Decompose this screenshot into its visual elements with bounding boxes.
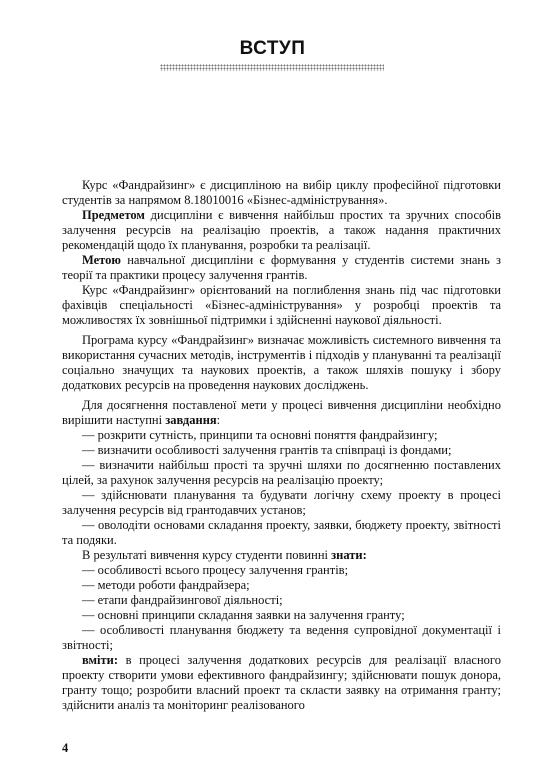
paragraph-tasks bbox=[62, 398, 501, 428]
subject-text: дисципліни є вивчення найбільш простих та зручних способів залучення ресурсів на реалізацію проектів, а також надання практичних рекомендацій щодо їх планування, розробки та реалізації. bbox=[62, 208, 501, 252]
knowledge-lead: В результаті вивчення курсу студенти повинні bbox=[82, 548, 332, 562]
paragraph-knowledge bbox=[62, 548, 501, 563]
paragraph-subject bbox=[62, 208, 501, 253]
paragraph-goal bbox=[62, 253, 501, 283]
paragraph-intro: Курс «Фандрайзинг» є дисципліною на вибір циклу професійної підготовки студентів за напрямом 8.18010016 «Бізнес-адміністрування». bbox=[62, 178, 501, 207]
skills-text: в процесі залучення додаткових ресурсів для реалізації власного проекту створити умови ефективного фандрайзингу; здійснювати пошук донора, гранту тощо; розробити власний проект та скласти заявку на отримання гранту; здійснити аналіз та моніторинг реалізованого bbox=[62, 653, 501, 712]
list-item: — етапи фандрайзингової діяльності; bbox=[82, 593, 283, 607]
paragraph-program: Програма курсу «Фандрайзинг» визначає можливість системного вивчення та використання сучасних методів, інструментів і підходів у плануванні та реалізації соціально значущих та наукових проектів, а також шляхів пошуку і збору додаткових ресурсів на проведення наукових досліджень. bbox=[62, 333, 501, 392]
list-item: — оволодіти основами складання проекту, заявки, бюджету проекту, звітності та подяки. bbox=[62, 518, 501, 547]
list-item: — визначити особливості залучення грантів та співпраці із фондами; bbox=[82, 443, 452, 457]
tasks-lead: Для досягнення поставленої мети у процесі вивчення дисципліни необхідно вирішити наступні bbox=[62, 398, 501, 427]
goal-text: навчальної дисципліни є формування у студентів системи знань з теорії та практики процесу залучення грантів. bbox=[62, 253, 501, 282]
paragraph-orientation: Курс «Фандрайзинг» орієнтований на поглиблення знань під час підготовки фахівців спеціальності «Бізнес-адміністрування» у розробці проектів та можливостях їх зовнішньої підтримки і здійсненні наукової діяльності. bbox=[62, 283, 501, 327]
body-text bbox=[62, 178, 501, 713]
page-number: 4 bbox=[62, 741, 69, 755]
term-skills: вміти: bbox=[82, 653, 119, 667]
list-item: — основні принципи складання заявки на залучення гранту; bbox=[82, 608, 405, 622]
term-subject: Предметом bbox=[82, 208, 145, 222]
list-item: — методи роботи фандрайзера; bbox=[82, 578, 250, 592]
list-item: — визначити найбільш прості та зручні шляхи по досягненню поставлених цілей, за рахунок залучення ресурсів на реалізацію проекту; bbox=[62, 458, 501, 487]
tasks-colon: : bbox=[216, 413, 221, 427]
page-title: ВСТУП bbox=[239, 38, 306, 59]
term-tasks: завдання bbox=[165, 413, 217, 427]
title-underline bbox=[160, 64, 384, 71]
term-goal: Метою bbox=[82, 253, 121, 267]
term-knowledge: знати: bbox=[331, 548, 367, 562]
list-item: — розкрити сутність, принципи та основні поняття фандрайзингу; bbox=[82, 428, 438, 442]
list-item: — здійснювати планування та будувати логічну схему проекту в процесі залучення ресурсів від грантодавчих установ; bbox=[62, 488, 501, 517]
list-item: — особливості всього процесу залучення грантів; bbox=[82, 563, 349, 577]
list-item: — особливості планування бюджету та ведення супровідної документації і звітності; bbox=[62, 623, 501, 652]
paragraph-skills bbox=[62, 653, 501, 713]
